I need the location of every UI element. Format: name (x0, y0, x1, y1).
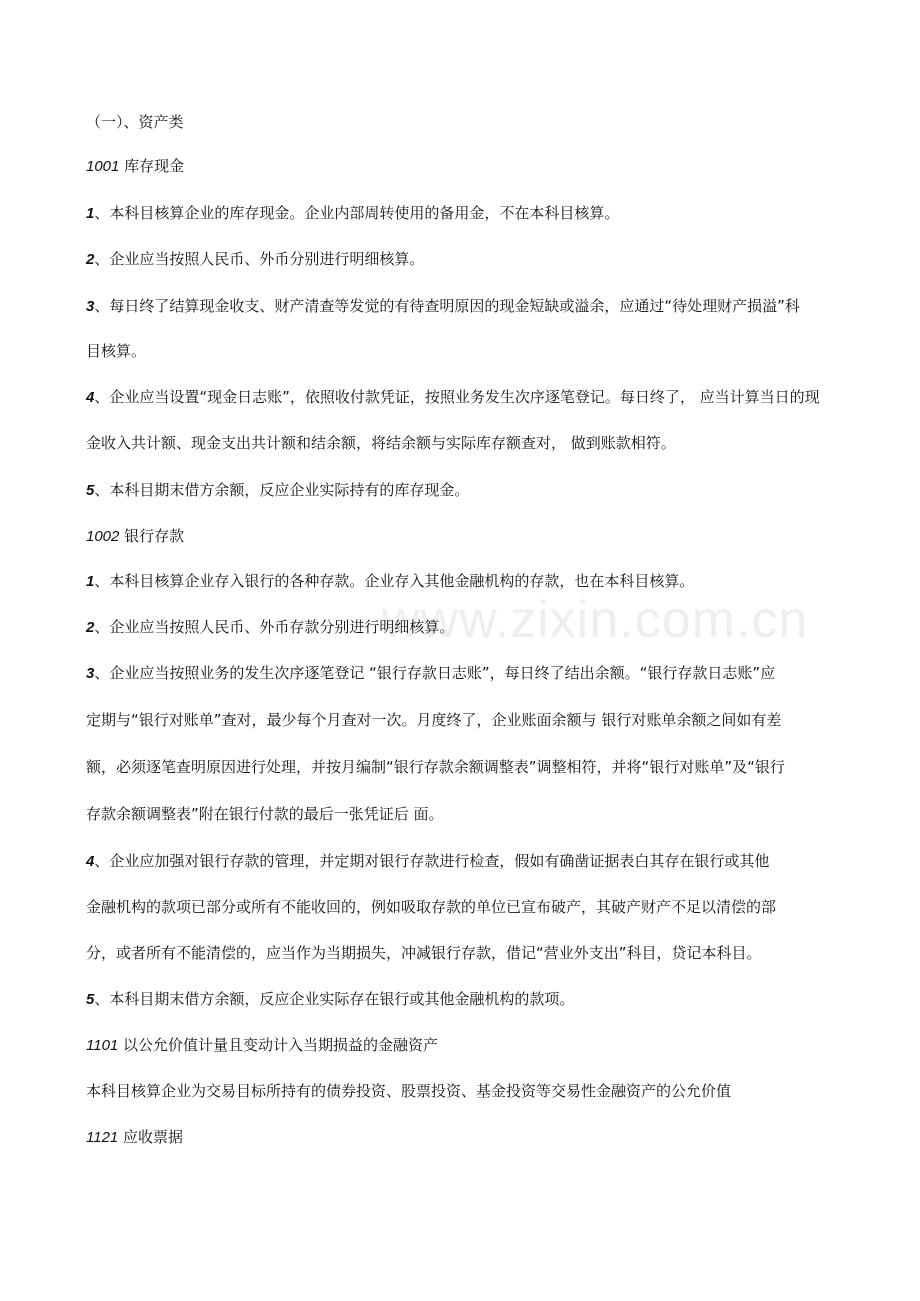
paragraph-continuation: 目核算。 (86, 342, 147, 360)
section-title: （一）、资产类 (86, 113, 184, 131)
item-number: 1 (86, 205, 95, 222)
item-number: 5 (86, 482, 95, 499)
account-code: 1121 (86, 1129, 119, 1146)
item-text: 、本科目期末借方余额，反应企业实际持有的库存现金。 (94, 481, 470, 499)
paragraph (86, 616, 846, 639)
paragraph-continuation: 金融机构的款项已部分或所有不能收回的，例如吸取存款的单位已宣布破产，其破产财产不足以清偿的部 (86, 898, 777, 916)
account-heading-1101 (86, 1034, 846, 1057)
item-number: 2 (86, 251, 95, 268)
item-text: 、本科目核算企业的库存现金。企业内部周转使用的备用金，不在本科目核算。 (94, 204, 620, 222)
item-number: 3 (86, 665, 95, 682)
account-heading-1001 (86, 155, 846, 178)
paragraph (86, 248, 846, 271)
account-title: 银行存款 (119, 527, 185, 545)
paragraph (86, 988, 846, 1011)
item-text: 、每日终了结算现金收支、财产清查等发觉的有待查明原因的现金短缺或溢余，应通过“待处理财产损溢”科 (94, 297, 800, 315)
watermark: www.zixin.com.cn (382, 591, 809, 649)
paragraph: 本科目核算企业为交易目标所持有的债券投资、股票投资、基金投资等交易性金融资产的公允价值 (86, 1082, 732, 1100)
paragraph-continuation: 存款余额调整表”附在银行付款的最后一张凭证后 面。 (86, 805, 444, 823)
paragraph-continuation: 分，或者所有不能清偿的，应当作为当期损失，冲减银行存款，借记“营业外支出”科目，贷记本科目。 (86, 944, 762, 962)
item-number: 1 (86, 573, 95, 590)
paragraph-continuation: 金收入共计额、现金支出共计额和结余额，将结余额与实际库存额查对， 做到账款相符。 (86, 434, 676, 452)
item-number: 4 (86, 389, 95, 406)
item-number: 4 (86, 853, 95, 870)
account-code: 1001 (86, 158, 120, 175)
paragraph-continuation: 定期与“银行对账单”查对，最少每个月查对一次。月度终了，企业账面余额与 银行对账单余额之间如有差 (86, 711, 782, 729)
account-title: 应收票据 (118, 1128, 184, 1146)
paragraph (86, 202, 846, 225)
account-code: 1002 (86, 528, 120, 545)
item-text: 、企业应当按照业务的发生次序逐笔登记 “银行存款日志账”，每日终了结出余额。“银行存款日志账”应 (94, 664, 776, 682)
item-text: 、本科目核算企业存入银行的各种存款。企业存入其他金融机构的存款，也在本科目核算。 (94, 572, 695, 590)
item-text: 、本科目期末借方余额，反应企业实际存在银行或其他金融机构的款项。 (94, 990, 575, 1008)
account-heading-1121 (86, 1126, 846, 1149)
paragraph-continuation: 额，必须逐笔查明原因进行处理，并按月编制“银行存款余额调整表”调整相符，并将“银行对账单”及“银行 (86, 758, 785, 776)
paragraph (86, 386, 846, 409)
paragraph (86, 479, 846, 502)
item-text: 、企业应当按照人民币、外币存款分别进行明细核算。 (94, 618, 455, 636)
paragraph (86, 570, 846, 593)
account-title: 以公允价值计量且变动计入当期损益的金融资产 (118, 1036, 439, 1054)
account-code: 1101 (86, 1037, 119, 1054)
paragraph (86, 662, 846, 685)
item-text: 、企业应当设置“现金日志账”，依照收付款凭证，按照业务发生次序逐笔登记。每日终了， 应当计算当日的现 (94, 388, 820, 406)
item-text: 、企业应当按照人民币、外币分别进行明细核算。 (94, 250, 425, 268)
item-number: 5 (86, 991, 95, 1008)
account-heading-1002 (86, 525, 846, 548)
item-text: 、企业应加强对银行存款的管理，并定期对银行存款进行检查，假如有确凿证据表白其存在银行或其他 (94, 852, 770, 870)
item-number: 3 (86, 298, 95, 315)
item-number: 2 (86, 619, 95, 636)
paragraph (86, 295, 846, 318)
paragraph (86, 850, 846, 873)
account-title: 库存现金 (119, 157, 185, 175)
